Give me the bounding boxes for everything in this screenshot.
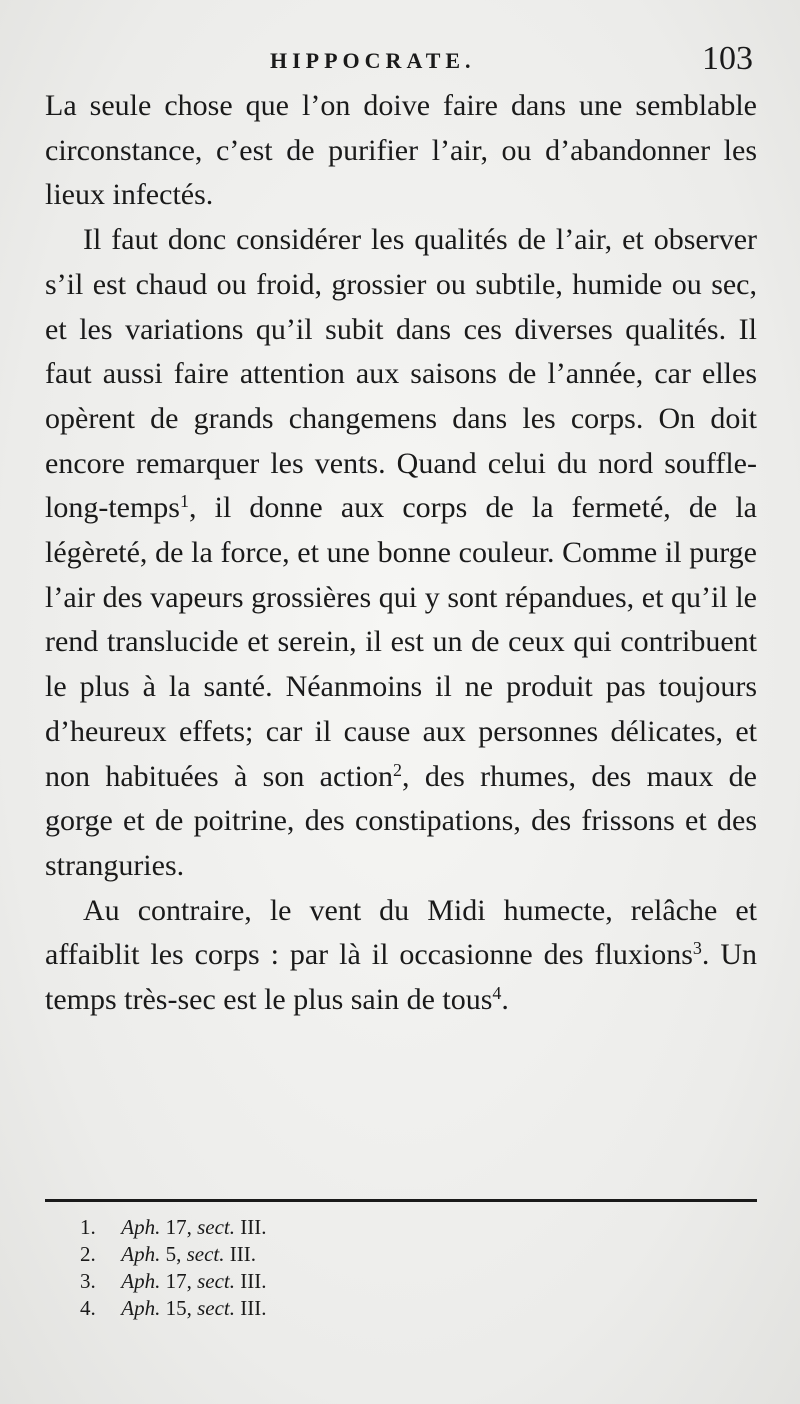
- footnote-aph-number: 15,: [165, 1296, 192, 1320]
- footnote-title: Aph.: [121, 1269, 161, 1293]
- footnote-1: [80, 1214, 680, 1241]
- footnote-ref-4[interactable]: 4: [492, 983, 502, 1004]
- footnote-sect: sect.: [197, 1296, 235, 1320]
- footnote-ref-1[interactable]: 1: [180, 491, 189, 512]
- paragraph-1-text: La seule chose que l’on doive faire dans une semblable circonstance, c’est de purifier l’air, ou d’abandonner les lieux infectés.: [45, 89, 757, 212]
- footnotes: [80, 1214, 680, 1322]
- footnote-ref-3[interactable]: 3: [692, 938, 702, 959]
- footnote-section-roman: III.: [240, 1269, 267, 1293]
- body-text: [45, 84, 757, 1023]
- footnote-number: 3.: [80, 1269, 96, 1293]
- running-head: HIPPOCRATE.: [270, 48, 476, 73]
- footnote-divider: [45, 1199, 757, 1202]
- footnote-2: [80, 1241, 680, 1268]
- footnote-3: [80, 1268, 680, 1295]
- paragraph-2-text-b: , il donne aux corps de la fermeté, de la légèreté, de la force, et une bonne couleur. Comme il purge l’air des vapeurs grossières qui y sont répandues, et qu’il le rend translucide et serein, il est un de ceux qui contribuent le plus à la santé. Néanmoins il ne produit pas toujours d’heureux effets; car il cause aux personnes délicates, et non habituées à son action: [45, 491, 757, 793]
- paragraph-3-text-b: . Un temps très-sec est le plus sain de tous: [45, 938, 757, 1017]
- footnote-aph-number: 17,: [165, 1215, 192, 1239]
- paragraph-2-text-c: , des rhumes, des maux de gorge et de poitrine, des constipations, des frissons et des stranguries.: [45, 759, 757, 882]
- paragraph-3-text-a: Au contraire, le vent du Midi humecte, relâche et affaiblit les corps : par là il occasionne des fluxions: [45, 893, 757, 972]
- footnote-title: Aph.: [121, 1215, 161, 1239]
- footnote-sect: sect.: [197, 1269, 235, 1293]
- paragraph-3-text-c: .: [501, 983, 509, 1017]
- paragraph-1: [45, 84, 757, 218]
- footnote-sect: sect.: [197, 1215, 235, 1239]
- paragraph-2-text-a: Il faut donc considérer les qualités de l’air, et observer s’il est chaud ou froid, grossier ou subtile, humide ou sec, et les variations qu’il subit dans ces diverses qualités. Il faut aussi faire attention aux saisons de l’année, car elles opèrent de grands changemens dans les corps. On doit encore remarquer les vents. Quand celui du nord souffle-long-temps: [45, 223, 757, 525]
- footnote-ref-2[interactable]: 2: [392, 759, 402, 780]
- footnote-section-roman: III.: [240, 1296, 267, 1320]
- footnote-section-roman: III.: [229, 1242, 256, 1266]
- footnote-aph-number: 17,: [165, 1269, 192, 1293]
- footnote-title: Aph.: [121, 1296, 161, 1320]
- footnote-sect: sect.: [186, 1242, 225, 1266]
- paragraph-3: [45, 889, 757, 1023]
- footnote-number: 2.: [80, 1242, 96, 1266]
- page-header: [45, 40, 757, 84]
- page-number: 103: [702, 40, 753, 77]
- footnote-number: 1.: [80, 1215, 96, 1239]
- footnote-number: 4.: [80, 1296, 96, 1320]
- footnote-section-roman: III.: [240, 1215, 267, 1239]
- footnote-title: Aph.: [121, 1242, 161, 1266]
- footnote-aph-number: 5,: [165, 1242, 182, 1266]
- footnote-4: [80, 1295, 680, 1322]
- paragraph-2: [45, 218, 757, 889]
